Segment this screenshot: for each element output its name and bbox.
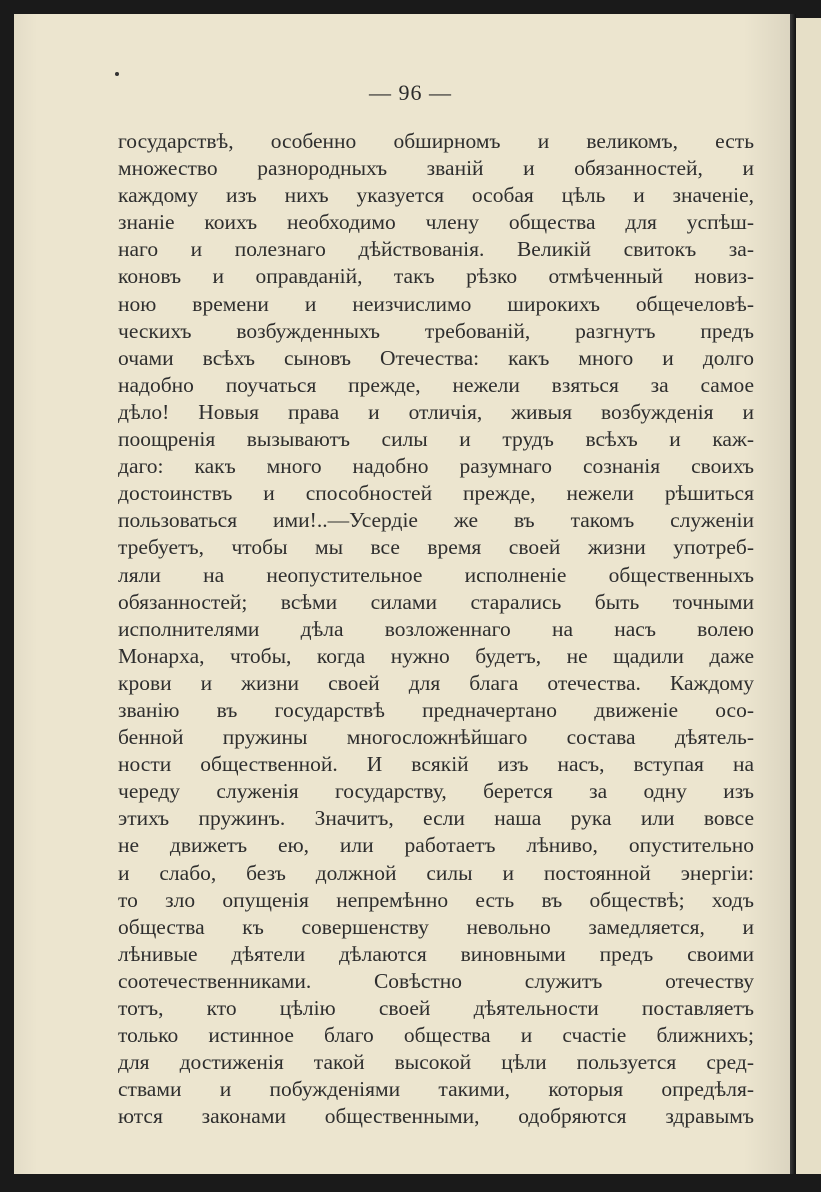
text-line: обязанностей; всѣми силами старались быть точными <box>118 589 754 614</box>
text-line: знаніе коихъ необходимо члену общества для успѣш- <box>118 210 754 235</box>
text-line: достоинствъ и способностей прежде, нежели рѣшиться <box>118 481 754 506</box>
text-line: пользоваться ими!..—Усердіе же въ такомъ служеніи <box>118 508 754 533</box>
text-line: не движетъ ею, или работаетъ лѣниво, опустительно <box>118 833 754 858</box>
body-text <box>118 128 754 1130</box>
text-line: исполнителями дѣла возложеннаго на насъ волею <box>118 616 754 641</box>
page-number: — 96 — <box>369 80 452 105</box>
text-line: наго и полезнаго дѣйствованія. Великій свитокъ за- <box>118 237 754 262</box>
text-line: званію въ государствѣ предначертано движеніе осо- <box>118 697 754 722</box>
text-line: тотъ, кто цѣлію своей дѣятельности поставляетъ <box>118 996 754 1020</box>
text-line: и слабо, безъ должной силы и постоянной энергіи: <box>118 860 754 885</box>
text-line: каждому изъ нихъ указуется особая цѣль и значеніе, <box>118 183 754 208</box>
text-line: очами всѣхъ сыновъ Отечества: какъ много и долго <box>118 345 754 370</box>
text-line: крови и жизни своей для блага отечества. Каждому <box>118 670 754 695</box>
text-line: череду служенія государству, берется за одну изъ <box>118 779 754 804</box>
text-line: только истинное благо общества и счастіе ближнихъ; <box>118 1023 754 1048</box>
text-line: общества къ совершенству невольно замедляется, и <box>118 914 754 939</box>
text-line: ляли на неопустительное исполненіе общественныхъ <box>118 562 754 587</box>
text-line: бенной пружины многосложнѣйшаго состава дѣятель- <box>118 725 754 750</box>
text-line: множество разнородныхъ званій и обязанностей, и <box>118 156 754 181</box>
text-line: надобно поучаться прежде, нежели взяться за самое <box>118 372 754 397</box>
text-line: ческихъ возбужденныхъ требованій, разгнутъ предъ <box>118 318 754 343</box>
text-line: даго: какъ много надобно разумнаго сознанія своихъ <box>118 454 754 479</box>
text-line: лѣнивые дѣятели дѣлаются виновными предъ своими <box>118 941 754 966</box>
text-line: этихъ пружинъ. Значитъ, если наша рука или вовсе <box>118 806 754 831</box>
text-line: государствѣ, особенно обширномъ и великомъ, есть <box>118 129 754 153</box>
text-line: соотечественниками. Совѣстно служитъ отечеству <box>118 968 754 993</box>
next-page-edge <box>796 18 821 1174</box>
text-line: ются законами общественными, одобряются здравымъ <box>118 1104 754 1129</box>
text-line: дѣло! Новыя права и отличія, живыя возбужденія и <box>118 399 754 424</box>
text-line: Монарха, чтобы, когда нужно будетъ, не щадили даже <box>118 643 754 668</box>
text-line: то зло опущенія непремѣнно есть въ обществѣ; ходъ <box>118 887 754 912</box>
text-line: ствами и побужденіями такими, которыя опредѣля- <box>118 1077 754 1102</box>
text-line: поощренія вызываютъ силы и трудъ всѣхъ и каж- <box>118 427 754 452</box>
text-line: для достиженія такой высокой цѣли пользуется сред- <box>118 1050 754 1075</box>
ink-speck <box>115 72 119 76</box>
text-line: требуетъ, чтобы мы все время своей жизни употреб- <box>118 535 754 560</box>
text-line: ною времени и неизчислимо широкихъ общечеловѣ- <box>118 291 754 316</box>
text-line: ности общественной. И всякій изъ насъ, вступая на <box>118 752 754 777</box>
text-line: коновъ и оправданій, такъ рѣзко отмѣченный новиз- <box>118 264 754 289</box>
